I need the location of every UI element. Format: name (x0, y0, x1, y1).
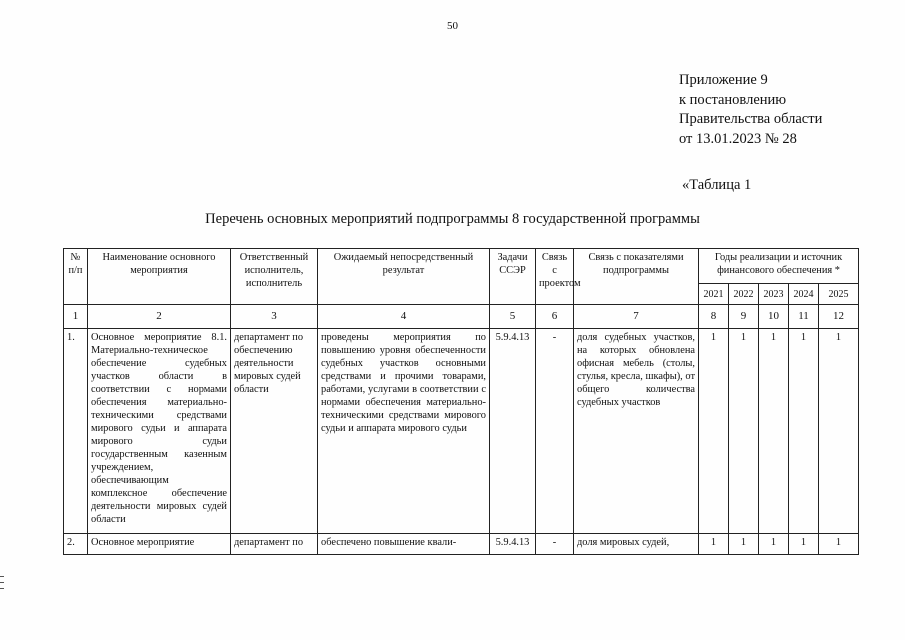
year-value: 1 (789, 329, 819, 534)
expected-result: проведены мероприятия по повышению уровня обеспеченности судебных участков основными средствами и прочими товарами, работами, услугами в соответствии с нормами обеспечения материально-техническими средствами мирового судьи и аппарата мирового судьи (318, 329, 490, 534)
appendix-line: к постановлению (679, 91, 787, 108)
responsible-executor: департамент по обеспечению деятельности мировых судей области (231, 329, 318, 534)
responsible-executor: департамент по (231, 534, 318, 555)
indicator-link: доля мировых судей, (574, 534, 699, 555)
column-number: 8 (699, 305, 729, 329)
column-number: 1 (64, 305, 88, 329)
activity-name: Основное мероприятие (88, 534, 231, 555)
header-tasks: Задачи ССЭР (490, 249, 536, 305)
year-value: 1 (729, 329, 759, 534)
header-project-link: Связь с проектом (536, 249, 574, 305)
indicator-link: доля судебных участков, на которых обновлена офисная мебель (столы, стулья, кресла, шкафы), от общего количества судебных участков (574, 329, 699, 534)
table-label: «Таблица 1 (682, 177, 752, 193)
column-numbers-row (64, 305, 859, 329)
project-link: - (536, 534, 574, 555)
column-number: 5 (490, 305, 536, 329)
year-value: 1 (789, 534, 819, 555)
year-value: 1 (819, 534, 859, 555)
header-year: 2022 (729, 284, 759, 305)
table-header-row (64, 249, 859, 284)
column-number: 6 (536, 305, 574, 329)
header-years-group: Годы реализации и источник финансового обеспечения * (699, 249, 859, 284)
appendix-line: Приложение 9 (679, 72, 768, 88)
row-number: 2. (64, 534, 88, 555)
header-name: Наименование основного мероприятия (88, 249, 231, 305)
header-responsible: Ответственный исполнитель, исполнитель (231, 249, 318, 305)
header-indicators: Связь с показателями подпрограммы (574, 249, 699, 305)
year-value: 1 (759, 534, 789, 555)
year-value: 1 (729, 534, 759, 555)
column-number: 2 (88, 305, 231, 329)
column-number: 12 (819, 305, 859, 329)
year-value: 1 (759, 329, 789, 534)
header-year: 2024 (789, 284, 819, 305)
column-number: 9 (729, 305, 759, 329)
expected-result: обеспечено повышение квали- (318, 534, 490, 555)
appendix-line: Правительства области (679, 111, 823, 127)
document-title: Перечень основных мероприятий подпрограммы 8 государственной программы (205, 211, 700, 227)
year-value: 1 (699, 329, 729, 534)
appendix-line: от 13.01.2023 № 28 (679, 130, 797, 147)
table-row (64, 329, 859, 534)
table-row (64, 534, 859, 555)
column-number: 4 (318, 305, 490, 329)
margin-mark (0, 582, 4, 583)
appendix-block (679, 71, 822, 149)
column-number: 10 (759, 305, 789, 329)
year-value: 1 (819, 329, 859, 534)
activities-table (63, 248, 859, 555)
header-year: 2021 (699, 284, 729, 305)
year-value: 1 (699, 534, 729, 555)
column-number: 3 (231, 305, 318, 329)
header-num: № п/п (64, 249, 88, 305)
ssep-tasks: 5.9.4.13 (490, 329, 536, 534)
column-number: 7 (574, 305, 699, 329)
column-number: 11 (789, 305, 819, 329)
header-result: Ожидаемый непосредственный результат (318, 249, 490, 305)
row-number: 1. (64, 329, 88, 534)
ssep-tasks: 5.9.4.13 (490, 534, 536, 555)
margin-mark (0, 576, 4, 577)
project-link: - (536, 329, 574, 534)
header-year: 2023 (759, 284, 789, 305)
page-number: 50 (447, 20, 458, 32)
header-year: 2025 (819, 284, 859, 305)
activity-name: Основное мероприятие 8.1. Материально-техническое обеспечение судебных участков области в соответствии с нормами обеспечения материально-техническими средствами мирового судьи и аппарата мирового судьи государственным казенным учреждением, обеспечивающим комплексное обеспечение деятельности мировых судей области (88, 329, 231, 534)
margin-mark (0, 588, 4, 589)
